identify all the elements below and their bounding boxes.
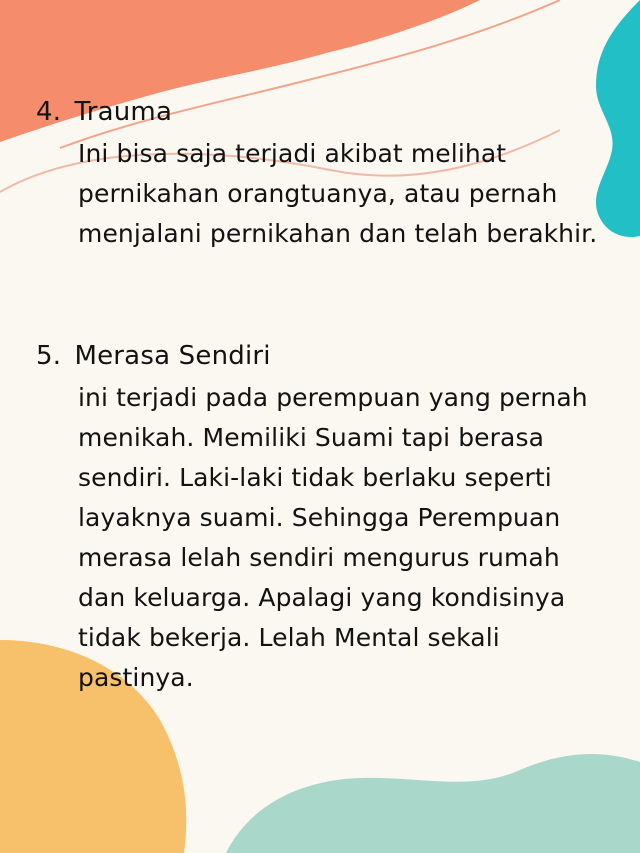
section-title: Merasa Sendiri — [74, 341, 271, 371]
body-line: ini terjadi pada perempuan yang pernah — [78, 383, 588, 412]
body-line: menikah. Memiliki Suami tapi berasa — [78, 423, 544, 452]
body-line: tidak bekerja. Lelah Mental sekali — [78, 623, 500, 652]
body-line: merasa lelah sendiri mengurus rumah — [78, 543, 560, 572]
body-line: pastinya. — [78, 663, 194, 692]
section-body — [78, 378, 588, 698]
section-number: 5. — [36, 341, 62, 371]
section-number: 4. — [36, 97, 62, 127]
section-title: Trauma — [74, 97, 173, 127]
section-heading — [36, 336, 271, 376]
body-line: menjalani pernikahan dan telah berakhir. — [78, 219, 598, 248]
section-body — [78, 134, 597, 254]
section-heading — [36, 92, 172, 132]
body-line: dan keluarga. Apalagi yang kondisinya — [78, 583, 566, 612]
body-line: layaknya suami. Sehingga Perempuan — [78, 503, 561, 532]
body-line: sendiri. Laki-laki tidak berlaku seperti — [78, 463, 552, 492]
body-line: pernikahan orangtuanya, atau pernah — [78, 179, 558, 208]
body-line: Ini bisa saja terjadi akibat melihat — [78, 139, 507, 168]
